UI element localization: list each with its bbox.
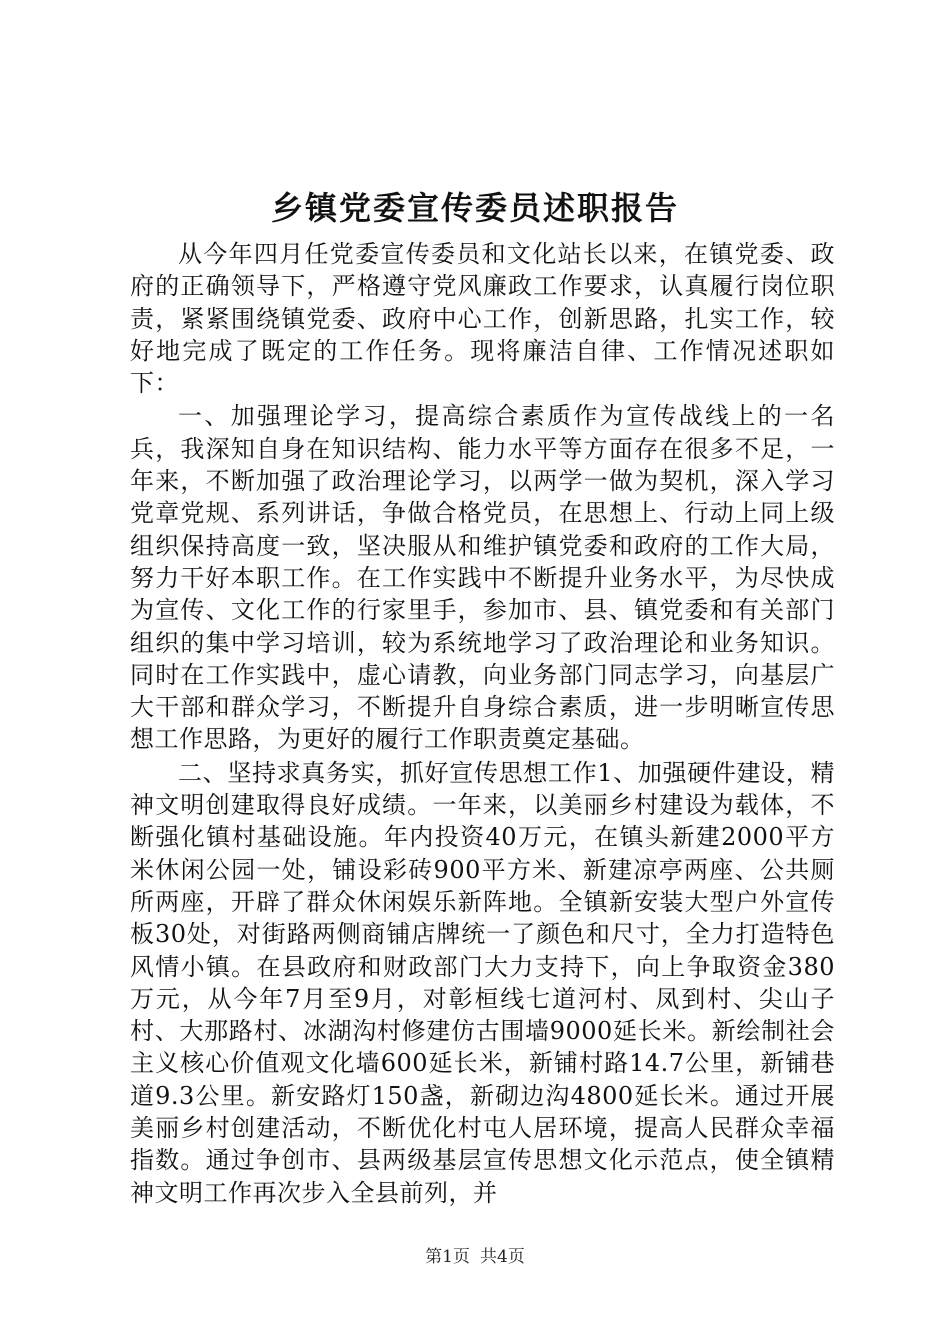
document-title: 乡镇党委宣传委员述职报告 bbox=[270, 189, 679, 227]
page-number: 第1页 bbox=[425, 1247, 470, 1267]
paragraph-intro: 从今年四月任党委宣传委员和文化站长以来，在镇党委、政府的正确领导下，严格遵守党风廉政工作要求，认真履行岗位职责，紧紧围绕镇党委、政府中心工作，创新思路，扎实工作，较好地完成了既定的工作任务。现将廉洁自律、工作情况述职如下： bbox=[130, 240, 835, 398]
paragraph-section-1: 一、加强理论学习，提高综合素质作为宣传战线上的一名兵，我深知自身在知识结构、能力水平等方面存在很多不足，一年来，不断加强了政治理论学习，以两学一做为契机，深入学习党章党规、系列讲话，争做合格党员，在思想上、行动上同上级组织保持高度一致，坚决服从和维护镇党委和政府的工作大局，努力干好本职工作。在工作实践中不断提升业务水平，为尽快成为宣传、文化工作的行家里手，参加市、县、镇党委和有关部门组织的集中学习培训，较为系统地学习了政治理论和业务知识。同时在工作实践中，虚心请教，向业务部门同志学习，向基层广大干部和群众学习，不断提升自身综合素质，进一步明晰宣传思想工作思路，为更好的履行工作职责奠定基础。 bbox=[130, 402, 835, 754]
paragraph-section-2: 二、坚持求真务实，抓好宣传思想工作1、加强硬件建设，精神文明创建取得良好成绩。一年来，以美丽乡村建设为载体，不断强化镇村基础设施。年内投资40万元，在镇头新建2000平方米休闲公园一处，铺设彩砖900平方米、新建凉亭两座、公共厕所两座，开辟了群众休闲娱乐新阵地。全镇新安装大型户外宣传板30处，对街路两侧商铺店牌统一了颜色和尺寸，全力打造特色风情小镇。在县政府和财政部门大力支持下，向上争取资金380万元，从今年7月至9月，对彰桓线七道河村、凤到村、尖山子村、大那路村、冰湖沟村修建仿古围墙9000延长米。新绘制社会主义核心价值观文化墙600延长米，新铺村路14.7公里，新铺巷道9.3公里。新安路灯150盏，新砌边沟4800延长米。通过开展美丽乡村创建活动，不断优化村屯人居环境，提高人民群众幸福指数。通过争创市、县两级基层宣传思想文化示范点，使全镇精神文明工作再次步入全县前列，并 bbox=[130, 758, 835, 1207]
page-footer bbox=[0, 1245, 950, 1269]
document-body bbox=[130, 238, 835, 1209]
page-total: 共4页 bbox=[480, 1247, 525, 1267]
